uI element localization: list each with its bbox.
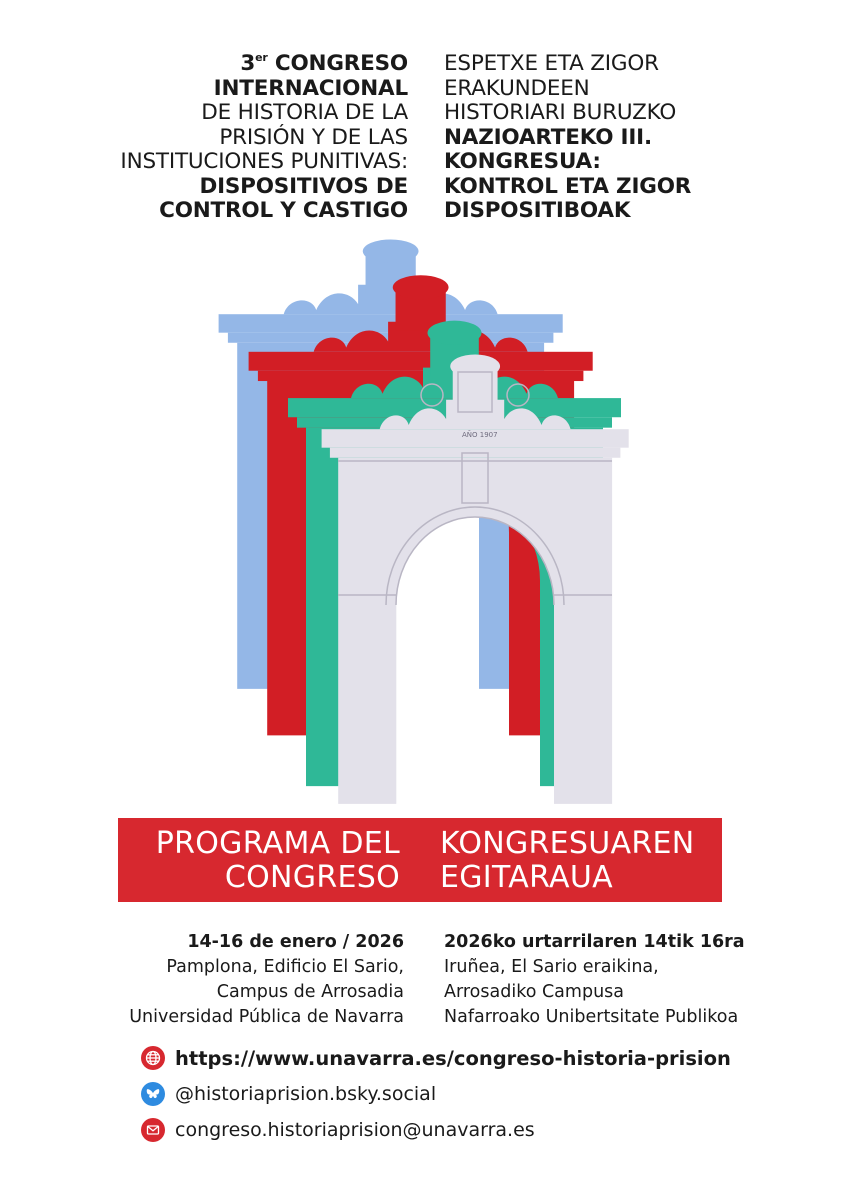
event-place-es-1: Pamplona, Edificio El Sario, — [166, 957, 404, 977]
event-date-eu: 2026ko urtarrilaren 14tik 16ra — [444, 932, 745, 952]
title-spanish — [78, 52, 408, 224]
email-address[interactable]: congreso.historiaprision@unavarra.es — [175, 1119, 535, 1141]
event-info-basque — [444, 930, 745, 1030]
title-es-line-1: 3er CONGRESO — [240, 51, 408, 76]
banner-basque — [440, 827, 695, 895]
globe-icon — [141, 1046, 165, 1070]
title-eu-line-3: HISTORIARI BURUZKO — [444, 100, 677, 125]
contact-email[interactable] — [141, 1112, 731, 1148]
title-es-line-2: INTERNACIONAL — [213, 75, 408, 101]
butterfly-icon — [141, 1082, 165, 1106]
title-es-line-6: DISPOSITIVOS DE — [199, 173, 408, 199]
event-place-es-3: Universidad Pública de Navarra — [129, 1007, 404, 1027]
program-banner — [118, 818, 722, 902]
banner-es-line-2: CONGRESO — [224, 860, 400, 895]
title-basque — [444, 52, 774, 224]
bluesky-handle[interactable]: @historiaprision.bsky.social — [175, 1083, 437, 1105]
title-es-line-5: INSTITUCIONES PUNITIVAS: — [120, 149, 408, 174]
title-eu-line-5: KONGRESUA: — [444, 149, 601, 174]
title-eu-line-1: ESPETXE ETA ZIGOR — [444, 51, 659, 76]
title-es-line-4: PRISIÓN Y DE LAS — [219, 124, 408, 150]
arch-inscription: AÑO 1907 — [462, 431, 498, 439]
title-eu-line-4: NAZIOARTEKO III. — [444, 124, 652, 150]
event-place-eu-1: Iruñea, El Sario eraikina, — [444, 957, 659, 977]
banner-es-line-1: PROGRAMA DEL — [155, 826, 400, 861]
banner-eu-line-1: KONGRESUAREN — [440, 826, 695, 861]
title-eu-line-6: KONTROL ETA ZIGOR — [444, 173, 692, 199]
title-es-line-3: DE HISTORIA DE LA — [201, 100, 408, 125]
event-info-spanish — [129, 930, 404, 1030]
event-place-eu-3: Nafarroako Unibertsitate Publikoa — [444, 1007, 739, 1027]
banner-spanish — [156, 827, 400, 895]
event-place-es-2: Campus de Arrosadia — [216, 982, 404, 1002]
title-eu-line-7: DISPOSITIBOAK — [444, 198, 631, 223]
title-eu-line-2: ERAKUNDEEN — [444, 75, 590, 101]
contact-web[interactable] — [141, 1040, 731, 1076]
arches-illustration — [200, 225, 640, 805]
contact-bluesky[interactable] — [141, 1076, 731, 1112]
envelope-icon — [141, 1118, 165, 1142]
banner-eu-line-2: EGITARAUA — [440, 860, 613, 895]
event-place-eu-2: Arrosadiko Campusa — [444, 982, 624, 1002]
website-link[interactable]: https://www.unavarra.es/congreso-historia-prision — [175, 1046, 731, 1070]
title-es-line-7: CONTROL Y CASTIGO — [159, 198, 408, 223]
event-date-es: 14-16 de enero / 2026 — [187, 932, 404, 952]
contact-list — [141, 1040, 731, 1148]
